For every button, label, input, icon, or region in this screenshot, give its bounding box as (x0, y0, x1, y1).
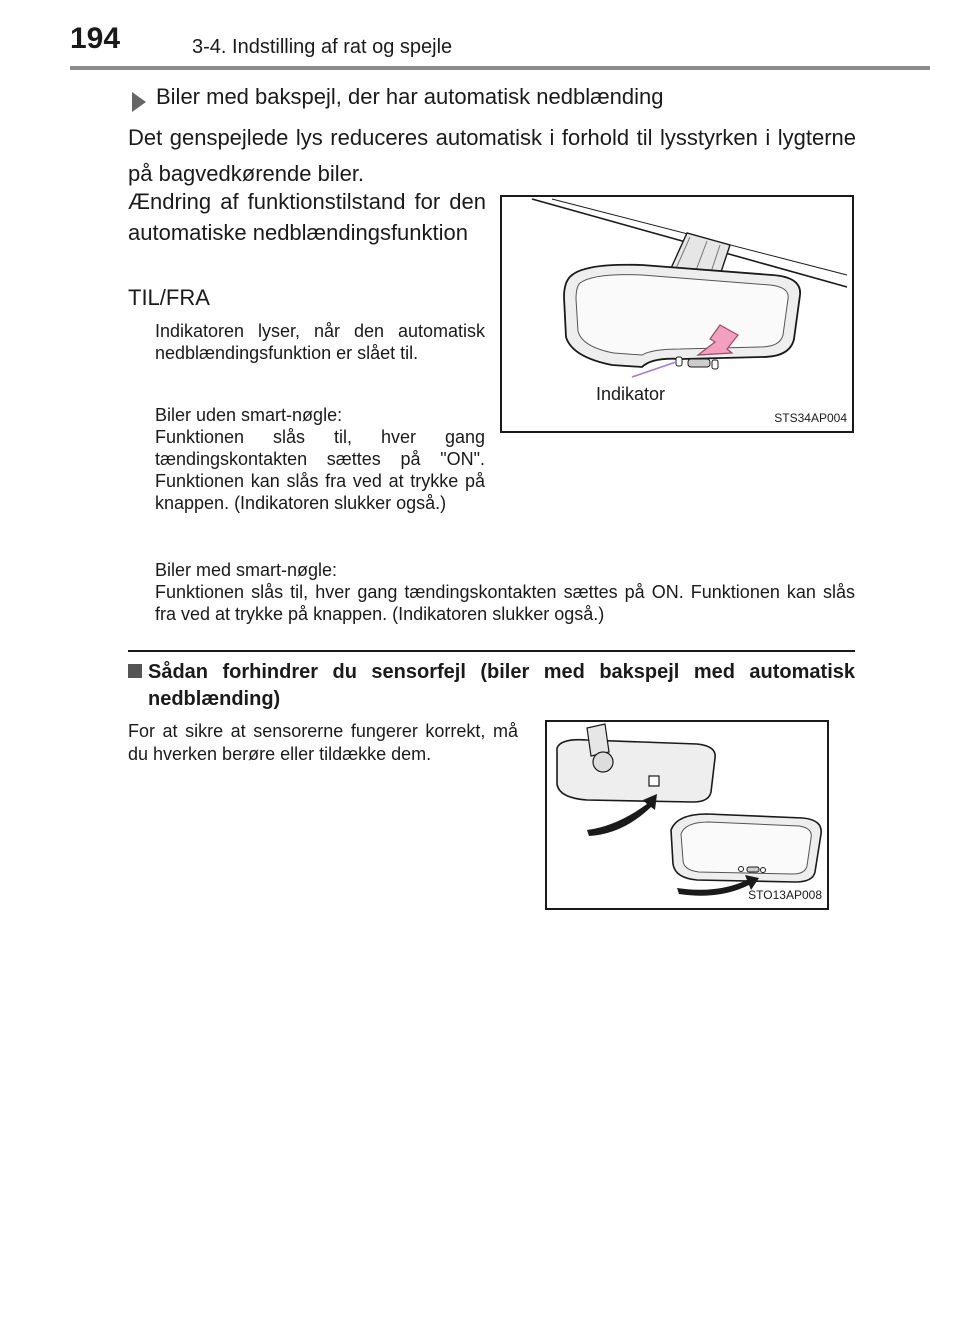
page-number: 194 (70, 22, 121, 55)
no-smart-key-text: Funktionen slås til, hver gang tændingskontakten sættes på "ON". Funktionen kan slås fra ved at trykke på knappen. (Indikatoren slukker også.) (155, 427, 485, 513)
figure-code: STS34AP004 (774, 411, 847, 425)
mirror-illustration-icon (502, 197, 852, 431)
figure-code: STO13AP008 (748, 888, 822, 902)
no-smart-key-title: Biler uden smart-nøgle: (155, 405, 343, 425)
section-title: 3-4. Indstilling af rat og spejle (192, 36, 453, 58)
indicator-label: Indikator (596, 384, 666, 404)
indicator-description: Indikatoren lyser, når den automatisk nedblændingsfunktion er slået til. (155, 321, 485, 363)
section-divider (128, 650, 855, 652)
mode-change-title: Ændring af funktionstilstand for den automatiske nedblændingsfunktion (128, 189, 486, 245)
header-rule (70, 66, 930, 70)
sensor-illustration-icon (547, 722, 827, 908)
intro-paragraph: Det genspejlede lys reduceres automatisk i forhold til lysstyrken i lygterne på bagvedkørende biler. (128, 125, 856, 186)
mirror-indicator-figure (500, 195, 854, 433)
smart-key-title: Biler med smart-nøgle: (155, 560, 338, 580)
sensor-section-text: For at sikre at sensorerne fungerer korrekt, må du hverken berøre eller tildække dem. (128, 721, 518, 764)
sensor-section-title: Sådan forhindrer du sensorfejl (biler med bakspejl med automatisk nedblænding) (148, 661, 855, 710)
section-square-icon (128, 664, 142, 678)
bullet-heading: Biler med bakspejl, der har automatisk nedblænding (156, 84, 664, 109)
triangle-bullet-icon (132, 92, 146, 112)
smart-key-text: Funktionen slås til, hver gang tændingskontakten sættes på ON. Funktionen kan slås fra ved at trykke på knappen. (Indikatoren slukker også.) (155, 582, 855, 624)
sensor-figure (545, 720, 829, 910)
mode-value: TIL/FRA (128, 285, 210, 310)
